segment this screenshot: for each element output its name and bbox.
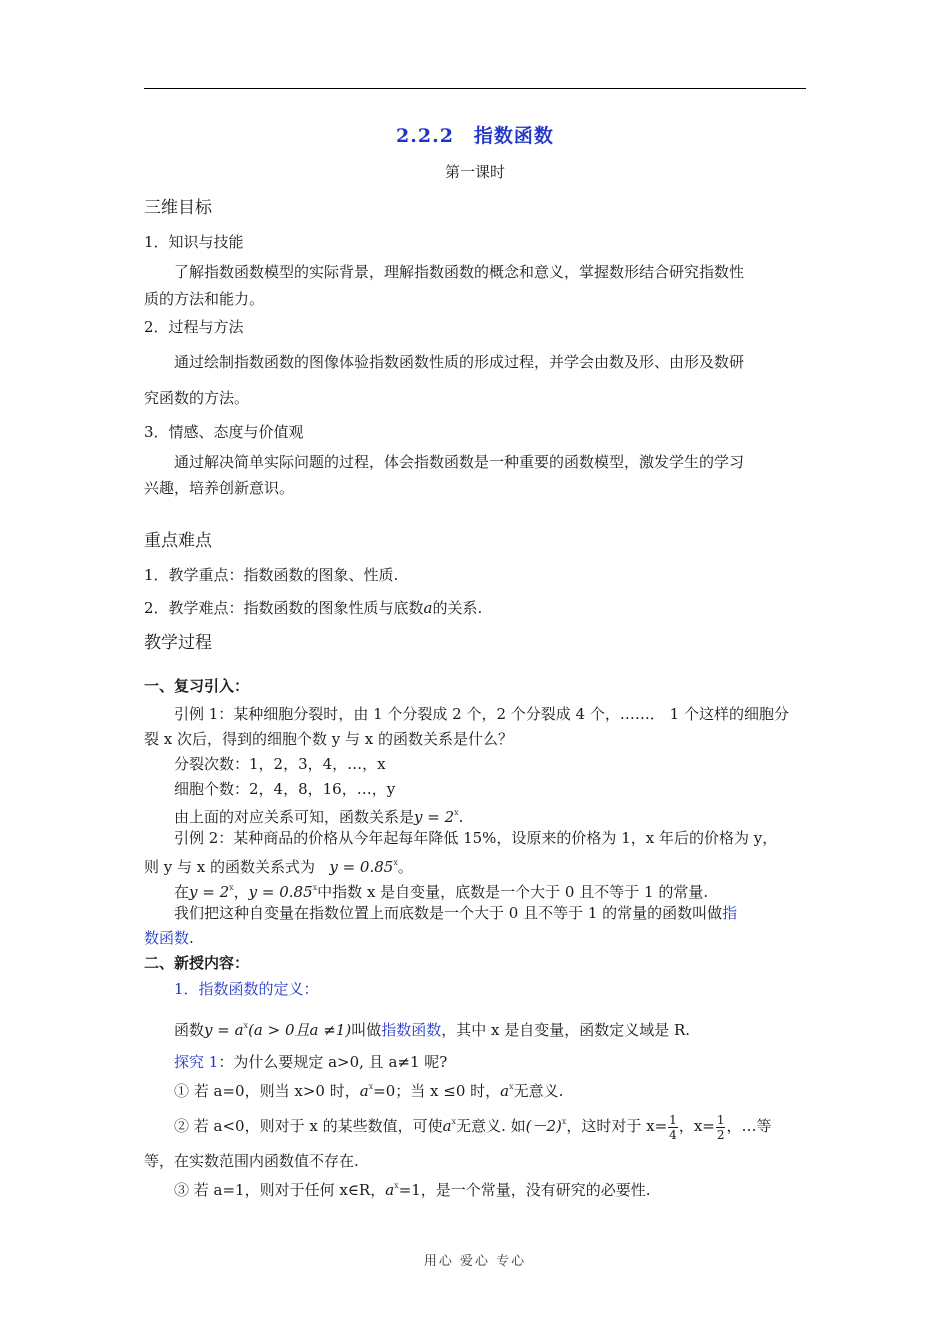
section-heading-process: 教学过程 xyxy=(144,633,212,653)
goal-2-text: 通过绘制指数函数的图像体验指数函数性质的形成过程，并学会由数及形、由形及数研 xyxy=(174,353,745,371)
review-heading: 一、复习引入： xyxy=(144,677,250,695)
example-1-text: 引例 1：某种细胞分裂时，由 1 个分裂成 2 个，2 个分裂成 4 个，……． 1 个这样的细胞分 xyxy=(174,705,789,723)
case-2-cont: 等，在实数范围内函数值不存在. xyxy=(144,1152,359,1170)
case-2: ② 若 a<0，则对于 x 的某些数值，可使$a^x$无意义. 如$(-2)^x$，这时对于 x= $\frac{1}{4}$ ，x= $\frac{1}{2}$ ，…等 xyxy=(174,1112,772,1142)
exponent-note: 在$y = 2^x$，$y = 0.85^x$中指数 x 是自变量，底数是一个大于 0 且不等于 1 的常量. xyxy=(174,883,709,901)
keypoint-1: 1．教学重点：指数函数的图象、性质. xyxy=(144,566,399,584)
example-1-text-cont: 裂 x 次后，得到的细胞个数 y 与 x 的函数关系是什么？ xyxy=(144,730,514,748)
section-heading-goals: 三维目标 xyxy=(144,198,212,218)
division-count: 分裂次数：1，2，3，4，…，x xyxy=(174,755,386,773)
section-heading-keypoints: 重点难点 xyxy=(144,531,212,551)
definition-intro: 我们把这种自变量在指数位置上而底数是一个大于 0 且不等于 1 的常量的函数叫做指 xyxy=(174,904,738,922)
goal-2-heading: 2．过程与方法 xyxy=(144,318,244,336)
goal-1-text: 了解指数函数模型的实际背景，理解指数函数的概念和意义，掌握数形结合研究指数性 xyxy=(174,263,745,281)
page-title: 2.2.2 指数函数 xyxy=(396,125,554,147)
definition-intro-cont: 数函数. xyxy=(144,929,194,947)
cell-count: 细胞个数：2，4，8，16，…，y xyxy=(174,780,396,798)
example-1-conclusion: 由上面的对应关系可知，函数关系是$y = 2^x$. xyxy=(174,808,464,826)
header-rule xyxy=(144,88,806,89)
keypoint-2: 2．教学难点：指数函数的图象性质与底数a的关系. xyxy=(144,599,483,617)
goal-3-heading: 3．情感、态度与价值观 xyxy=(144,423,304,441)
goal-1-text-cont: 质的方法和能力。 xyxy=(144,290,265,308)
goal-3-text-cont: 兴趣，培养创新意识。 xyxy=(144,479,295,497)
goal-2-text-cont: 究函数的方法。 xyxy=(144,389,250,407)
fraction-one-quarter: $\frac{1}{4}$ xyxy=(669,1112,677,1142)
exploration-question: 探究 1：为什么要规定 a>0, 且 a≠1 呢? xyxy=(174,1053,448,1071)
new-content-heading: 二、新授内容： xyxy=(144,954,250,972)
goal-1-heading: 1．知识与技能 xyxy=(144,233,244,251)
definition-heading: 1．指数函数的定义： xyxy=(174,980,319,998)
definition-text: 函数$y = a^x(a > 0$且a ≠1)叫做指数函数，其中 x 是自变量，函数定义域是 R. xyxy=(174,1021,691,1039)
case-1: ① 若 a=0，则当 x>0 时，$a^x=0$；当 x ≤0 时，$a^x$无意义. xyxy=(174,1082,564,1100)
page-footer: 用心 爱心 专心 xyxy=(423,1254,527,1269)
fraction-one-half: $\frac{1}{2}$ xyxy=(716,1112,725,1142)
example-2-text: 引例 2：某种商品的价格从今年起每年降低 15%，设原来的价格为 1，x 年后的价格为 y， xyxy=(174,829,778,847)
goal-3-text: 通过解决简单实际问题的过程，体会指数函数是一种重要的函数模型，激发学生的学习 xyxy=(174,453,745,471)
case-3: ③ 若 a=1，则对于任何 x∈R，$a^x=1$，是一个常量，没有研究的必要性. xyxy=(174,1181,651,1199)
example-2-text-cont: 则 y 与 x 的函数关系式为 $y = 0.85^x$。 xyxy=(144,858,413,876)
page-subtitle: 第一课时 xyxy=(444,163,505,181)
